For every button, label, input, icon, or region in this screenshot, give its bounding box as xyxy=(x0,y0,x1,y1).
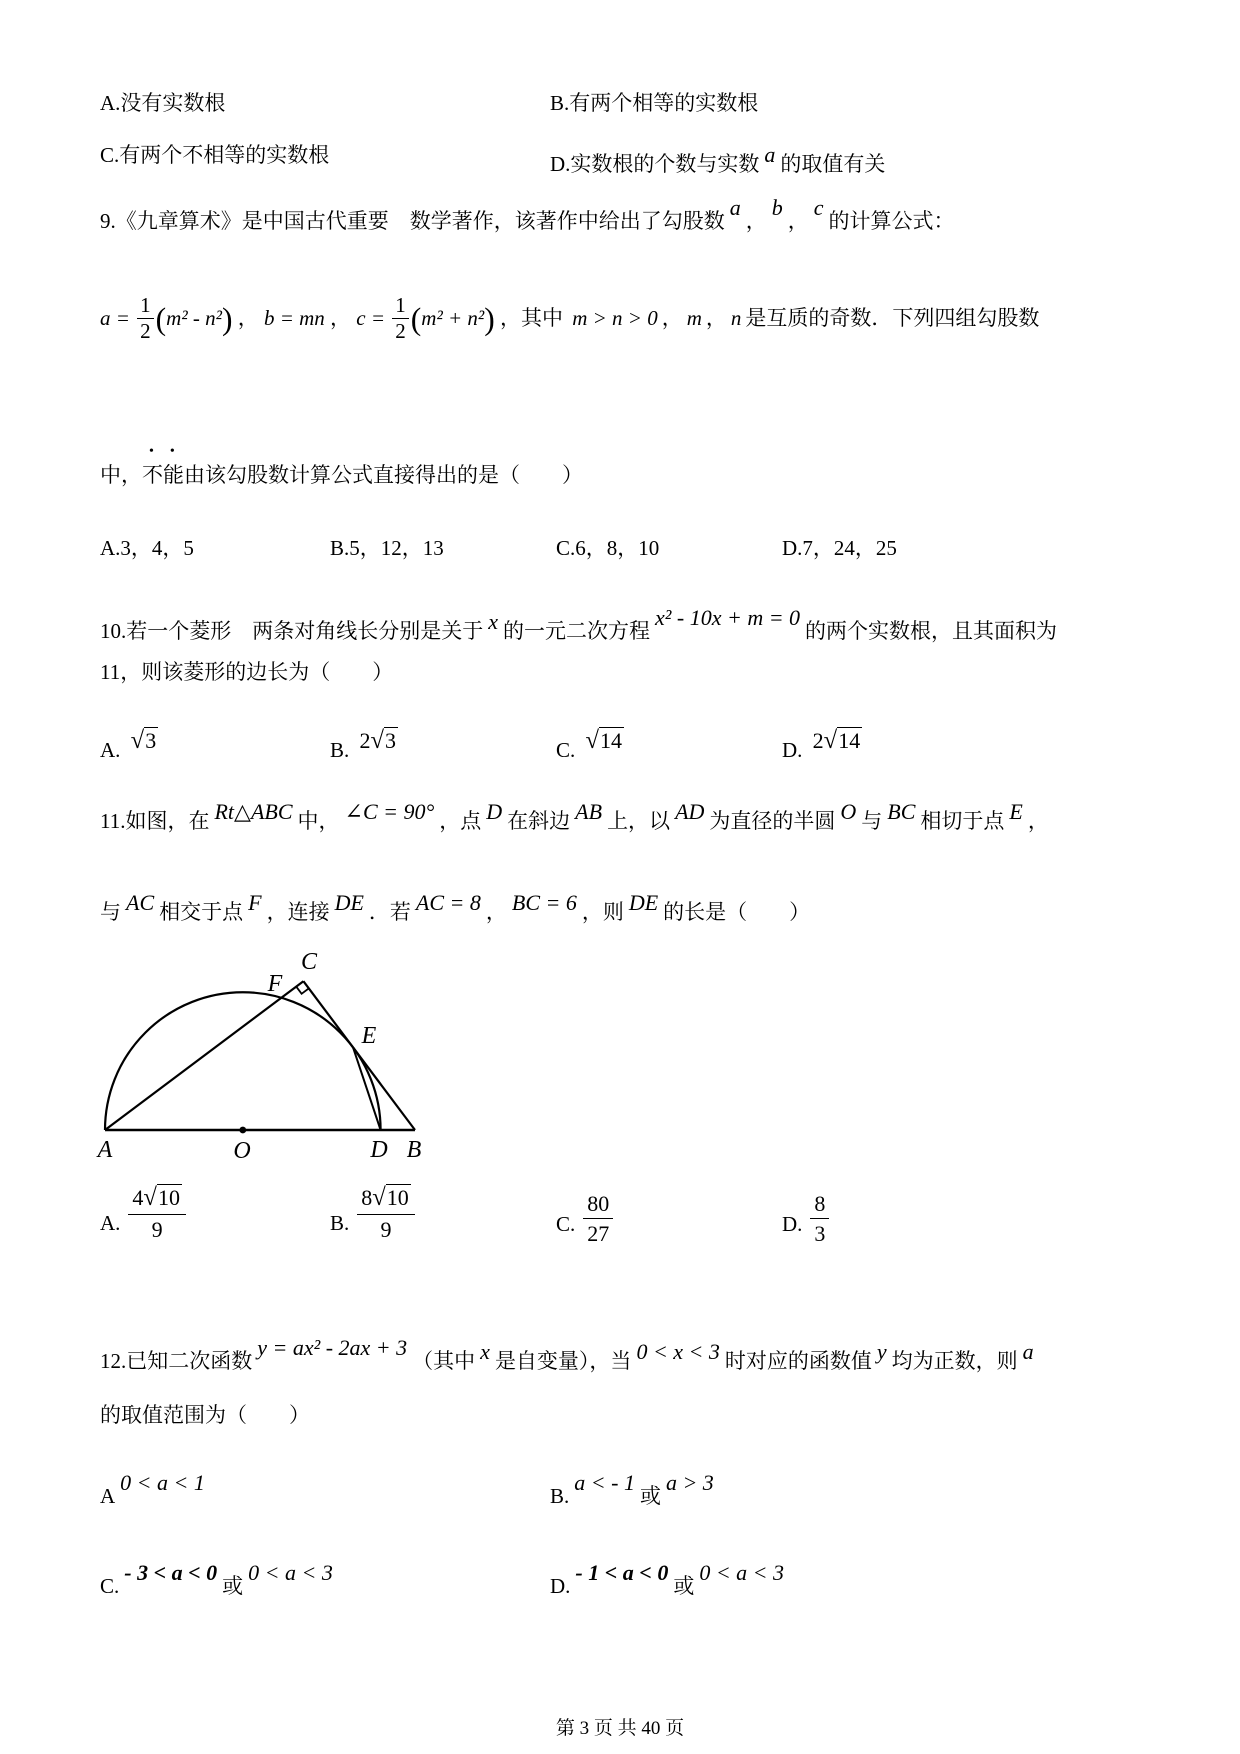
separator: ， xyxy=(237,305,259,330)
q10-option-d xyxy=(782,726,867,765)
option-label: A. xyxy=(100,738,121,762)
q11-text: 与 xyxy=(100,900,121,924)
math-var-y: y xyxy=(876,1339,887,1364)
sqrt-expression xyxy=(143,1185,182,1211)
q11-option-d xyxy=(782,1192,829,1245)
paren-open: ( xyxy=(155,301,167,337)
sqrt-coefficient: 8 xyxy=(361,1185,373,1210)
fraction xyxy=(128,1185,186,1241)
option-label: D. xyxy=(550,1574,571,1598)
option-label: B. xyxy=(330,738,350,762)
line-de xyxy=(353,1047,381,1130)
formula-a-lhs: a = xyxy=(100,305,130,330)
math-rt-abc: Rt△ABC xyxy=(214,799,293,824)
or-conjunction: 或 xyxy=(673,1574,695,1598)
fraction xyxy=(357,1185,415,1241)
option-label: B. xyxy=(330,1211,350,1235)
radical-sign: √ xyxy=(143,1184,157,1211)
q9-condition-intro: ，其中 xyxy=(499,305,563,330)
q11-text: ， xyxy=(485,900,507,924)
math-var-a: a xyxy=(729,195,741,220)
math-var-c: c xyxy=(813,195,824,220)
math-var-a: a xyxy=(1022,1339,1034,1364)
formula-b: b = mn xyxy=(263,305,325,330)
math-bc: BC xyxy=(887,799,916,824)
q10-option-b xyxy=(330,726,403,765)
q11-text: 在斜边 xyxy=(507,809,571,833)
q12-stem-text3: 是自变量），当 xyxy=(494,1349,632,1373)
q8-option-a: A.没有实数根 xyxy=(100,91,226,115)
radical-sign: √ xyxy=(823,727,838,754)
math-point-f: F xyxy=(248,890,262,915)
q8-option-d xyxy=(550,140,885,179)
math-var-n: n xyxy=(730,305,742,330)
q9-option-a: A.3，4，5 xyxy=(100,536,194,560)
q10-stem-text3: 的两个实数根，且其面积为 xyxy=(805,619,1058,643)
label-f: F xyxy=(267,971,283,997)
q11-text: ，则 xyxy=(581,900,624,924)
q8-option-d-text: D.实数根的个数与实数 xyxy=(550,152,760,176)
q11-option-a xyxy=(100,1185,186,1241)
sqrt-expression xyxy=(360,726,399,756)
math-de: DE xyxy=(628,890,659,915)
semicircle-arc xyxy=(105,992,381,1130)
option-label: C. xyxy=(556,1212,576,1236)
option-label: D. xyxy=(782,738,803,762)
q10-stem-text: 10.若一个菱形 两条对角线长分别是关于 xyxy=(100,619,484,643)
q9-stem-text: 9.《九章算术》是中国古代重要 数学著作，该著作中给出了勾股数 xyxy=(100,209,725,233)
q9-line3-text2: 由该勾股数计算公式直接得出的是（ ） xyxy=(184,463,583,487)
radicand: 14 xyxy=(600,728,623,753)
paren-open: ( xyxy=(410,301,422,337)
math-ab: AB xyxy=(575,799,603,824)
fraction-numerator: 80 xyxy=(583,1192,613,1219)
radicand: 3 xyxy=(145,728,157,753)
q11-text: 的长是（ ） xyxy=(663,900,811,924)
fraction-one-half xyxy=(392,295,409,342)
q10-option-c xyxy=(556,726,629,765)
sqrt-expression xyxy=(131,726,159,756)
radical-sign: √ xyxy=(370,727,385,754)
math-inequality: 0 < a < 3 xyxy=(248,1560,333,1585)
q10-stem xyxy=(100,603,1057,646)
math-quadratic: y = ax² - 2ax + 3 xyxy=(257,1335,408,1360)
q12-stem xyxy=(100,1333,1039,1376)
option-label: A. xyxy=(100,1211,121,1235)
fraction xyxy=(583,1192,613,1245)
q8-option-d-text2: 的取值有关 xyxy=(780,152,886,176)
q11-text: 相切于点 xyxy=(920,809,1005,833)
radical-sign: √ xyxy=(372,1184,386,1211)
q11-text: 相交于点 xyxy=(159,900,244,924)
option-label: C. xyxy=(556,738,576,762)
label-c: C xyxy=(300,949,318,975)
q10-stem-line2: 11，则该菱形的边长为（ ） xyxy=(100,660,394,684)
q10-stem-text2: 的一元二次方程 xyxy=(503,619,651,643)
fraction-denominator: 9 xyxy=(380,1216,392,1242)
fraction-denominator: 2 xyxy=(140,319,151,343)
math-var-x: x xyxy=(488,609,499,634)
line-ac xyxy=(105,981,303,1130)
sqrt-expression xyxy=(372,1185,411,1211)
q12-stem-text: 12.已知二次函数 xyxy=(100,1349,253,1373)
separator: ， xyxy=(745,209,767,233)
math-condition: m > n > 0 xyxy=(572,305,658,330)
q9-stem-line3 xyxy=(100,460,583,490)
radicand: 3 xyxy=(385,728,397,753)
q12-option-b xyxy=(550,1468,719,1511)
page-footer: 第 3 页 共 40 页 xyxy=(555,1718,685,1739)
label-e: E xyxy=(361,1023,377,1049)
math-de: DE xyxy=(334,890,364,915)
math-var-x: x xyxy=(480,1339,490,1364)
math-ad: AD xyxy=(675,799,705,824)
q8-option-c: C.有两个不相等的实数根 xyxy=(100,143,330,167)
math-point-o: O xyxy=(840,799,857,824)
q11-figure xyxy=(85,945,435,1168)
label-o: O xyxy=(233,1138,251,1163)
math-inequality: 0 < a < 3 xyxy=(699,1560,785,1585)
sqrt-expression xyxy=(813,726,863,756)
formula-c-body: m² + n² xyxy=(421,305,485,330)
separator: ， xyxy=(787,209,809,233)
math-inequality: a > 3 xyxy=(665,1470,714,1495)
fraction-one-half xyxy=(137,295,154,342)
q12-stem-text5: 均为正数，则 xyxy=(891,1349,1018,1373)
formula-a-body: m² - n² xyxy=(166,305,222,330)
fraction-denominator: 3 xyxy=(814,1221,826,1247)
center-point-o xyxy=(239,1127,246,1134)
q12-stem-text4: 时对应的函数值 xyxy=(724,1349,872,1373)
math-ac-8: AC = 8 xyxy=(415,890,481,915)
math-var-m: m xyxy=(686,305,702,330)
line-cb xyxy=(303,981,415,1130)
sqrt-coefficient: 4 xyxy=(132,1185,144,1210)
option-label: C. xyxy=(100,1574,120,1598)
q11-text: 上，以 xyxy=(607,809,671,833)
separator: ， xyxy=(661,305,683,330)
formula-c-lhs: c = xyxy=(356,305,386,330)
q11-text: 与 xyxy=(861,809,883,833)
math-inequality: - 1 < a < 0 xyxy=(575,1560,669,1585)
option-label: B. xyxy=(550,1484,570,1508)
q12-option-c xyxy=(100,1558,338,1601)
or-conjunction: 或 xyxy=(222,1574,244,1598)
q11-text: ．若 xyxy=(368,900,411,924)
radicand: 10 xyxy=(157,1185,180,1210)
sqrt-coefficient: 2 xyxy=(812,728,824,753)
separator: ， xyxy=(330,305,352,330)
label-a: A xyxy=(97,1137,113,1163)
fraction-denominator: 2 xyxy=(395,319,406,343)
math-point-d: D xyxy=(486,799,503,824)
option-label: A xyxy=(100,1484,116,1508)
fraction xyxy=(810,1192,829,1245)
fraction-numerator xyxy=(357,1185,415,1215)
math-equation: x² - 10x + m = 0 xyxy=(655,605,801,630)
q11-text: ， xyxy=(1027,809,1049,833)
q12-option-d xyxy=(550,1558,789,1601)
geometry-figure-svg xyxy=(85,945,435,1163)
q9-option-d: D.7，24，25 xyxy=(782,536,897,560)
math-condition: 0 < x < 3 xyxy=(636,1339,720,1364)
q11-text: 为直径的半圆 xyxy=(709,809,836,833)
or-conjunction: 或 xyxy=(639,1484,661,1508)
q12-stem-line2: 的取值范围为（ ） xyxy=(100,1403,310,1427)
fraction-numerator: 8 xyxy=(810,1192,829,1219)
radicand: 14 xyxy=(838,728,861,753)
math-inequality: 0 < a < 1 xyxy=(120,1470,205,1495)
sqrt-expression xyxy=(586,726,625,756)
q12-stem-text2: （其中 xyxy=(412,1349,476,1373)
math-inequality: a < - 1 xyxy=(574,1470,635,1495)
sqrt-coefficient: 2 xyxy=(359,728,371,753)
q11-stem-text: 11.如图，在 xyxy=(100,809,210,833)
q9-line3-text: 中， xyxy=(100,463,142,487)
q11-text: ，连接 xyxy=(266,900,330,924)
q9-stem-text2: 的计算公式： xyxy=(828,209,955,233)
option-label: D. xyxy=(782,1212,803,1236)
math-angle-c: ∠C = 90° xyxy=(344,799,435,824)
q11-stem-line2 xyxy=(100,888,810,927)
paren-close: ) xyxy=(221,301,233,337)
math-point-e: E xyxy=(1009,799,1023,824)
radical-sign: √ xyxy=(585,727,600,754)
separator: ， xyxy=(705,305,727,330)
q11-option-b xyxy=(330,1185,415,1241)
q11-stem xyxy=(100,797,1049,836)
fraction-denominator: 27 xyxy=(587,1221,610,1247)
paren-close: ) xyxy=(484,301,495,337)
fraction-numerator: 1 xyxy=(137,295,154,319)
emphasized-buneng: 不能 •• xyxy=(142,460,184,490)
label-b: B xyxy=(406,1137,422,1163)
q10-option-a xyxy=(100,726,163,765)
q11-text: 中， xyxy=(297,809,340,833)
math-ac: AC xyxy=(126,890,155,915)
q12-option-a xyxy=(100,1468,210,1511)
label-d: D xyxy=(370,1137,388,1163)
math-var-a: a xyxy=(764,142,776,167)
fraction-numerator xyxy=(128,1185,186,1215)
q8-option-b: B.有两个相等的实数根 xyxy=(550,91,759,115)
q9-formula-line xyxy=(100,295,1039,342)
q11-option-c xyxy=(556,1192,613,1245)
q11-text: ，点 xyxy=(439,809,482,833)
fraction-denominator: 9 xyxy=(151,1216,163,1242)
q9-option-b: B.5，12，13 xyxy=(330,536,444,560)
q9-stem-tail: 是互质的奇数．下列四组勾股数 xyxy=(745,305,1040,330)
fraction-numerator: 1 xyxy=(392,295,409,319)
radicand: 10 xyxy=(386,1185,409,1210)
q9-stem xyxy=(100,193,955,236)
math-bc-6: BC = 6 xyxy=(511,890,577,915)
math-inequality: - 3 < a < 0 xyxy=(124,1560,218,1585)
math-var-b: b xyxy=(771,195,783,220)
q9-option-c: C.6，8，10 xyxy=(556,536,660,560)
radical-sign: √ xyxy=(130,727,145,754)
